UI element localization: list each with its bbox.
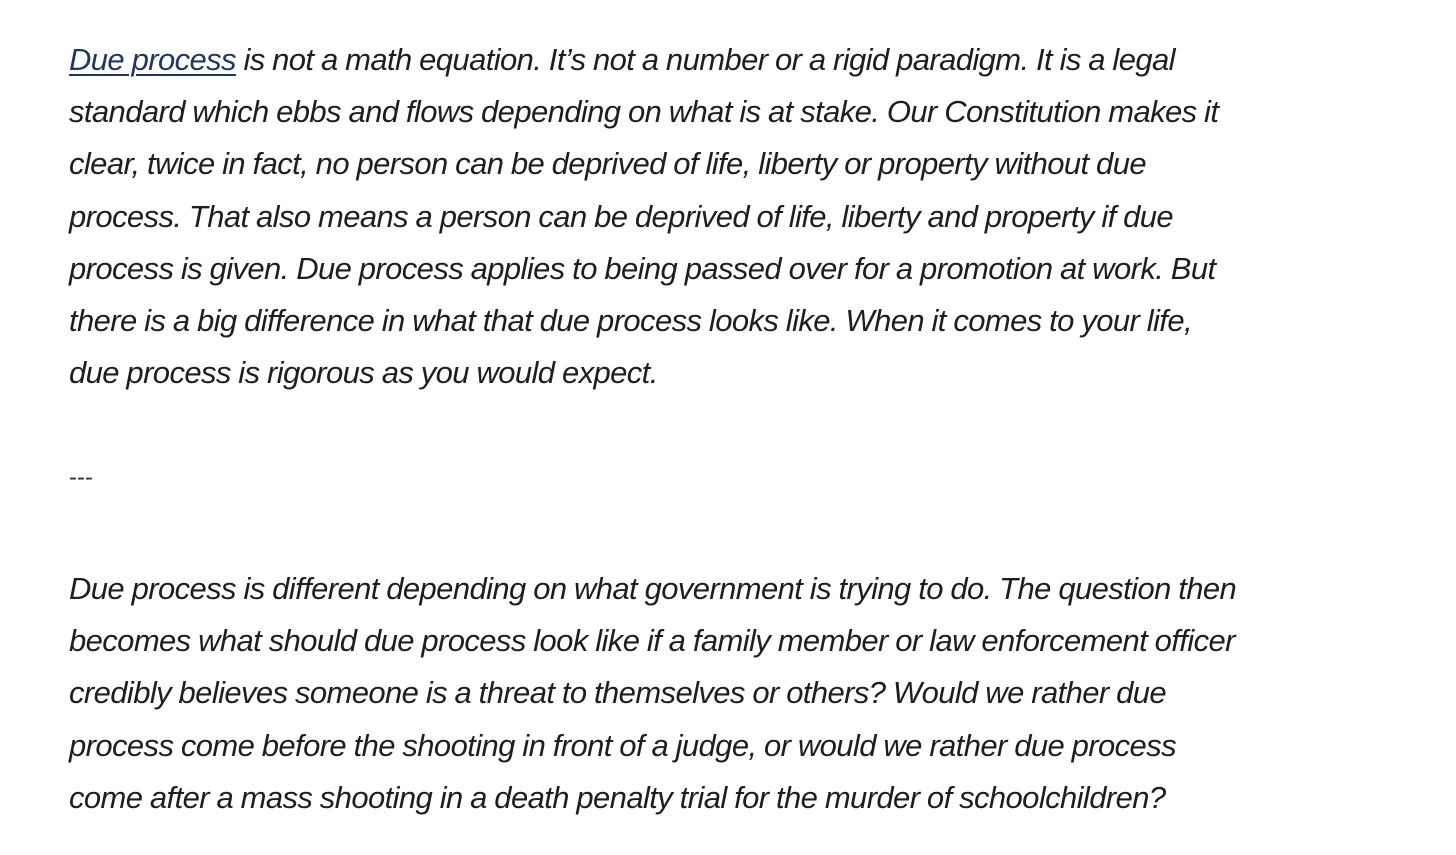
paragraph-line: come after a mass shooting in a death penalty trial for the murder of schoolchildren? xyxy=(69,779,1166,815)
article-body xyxy=(69,34,1414,815)
section-divider: --- xyxy=(69,464,93,491)
paragraph-line: Due process is different depending on what government is trying to do. The question then xyxy=(69,571,1237,606)
paragraph-line: clear, twice in fact, no person can be deprived of life, liberty or property without due xyxy=(69,146,1146,182)
paragraph-1 xyxy=(69,34,1414,399)
paragraph-line: process is given. Due process applies to being passed over for a promotion at work. But xyxy=(69,250,1216,286)
paragraph-2 xyxy=(69,563,1236,824)
paragraph-line: credibly believes someone is a threat to themselves or others? Would we rather due xyxy=(69,675,1167,711)
paragraph-line: process. That also means a person can be deprived of life, liberty and property if due xyxy=(69,198,1174,234)
paragraph-line: due process is rigorous as you would expect. xyxy=(69,355,658,391)
paragraph-line xyxy=(69,34,1414,86)
paragraph-line-text: is not a math equation. It’s not a number or a rigid paradigm. It is a legal xyxy=(235,42,1175,77)
paragraph-line: process come before the shooting in front of a judge, or would we rather due process xyxy=(69,727,1176,763)
paragraph-line: standard which ebbs and flows depending on what is at stake. Our Constitution makes it xyxy=(69,94,1219,130)
due-process-link[interactable]: Due process xyxy=(69,42,236,77)
paragraph-line: there is a big difference in what that due process looks like. When it comes to your life, xyxy=(69,303,1192,339)
paragraph-line: becomes what should due process look like if a family member or law enforcement officer xyxy=(69,623,1235,659)
